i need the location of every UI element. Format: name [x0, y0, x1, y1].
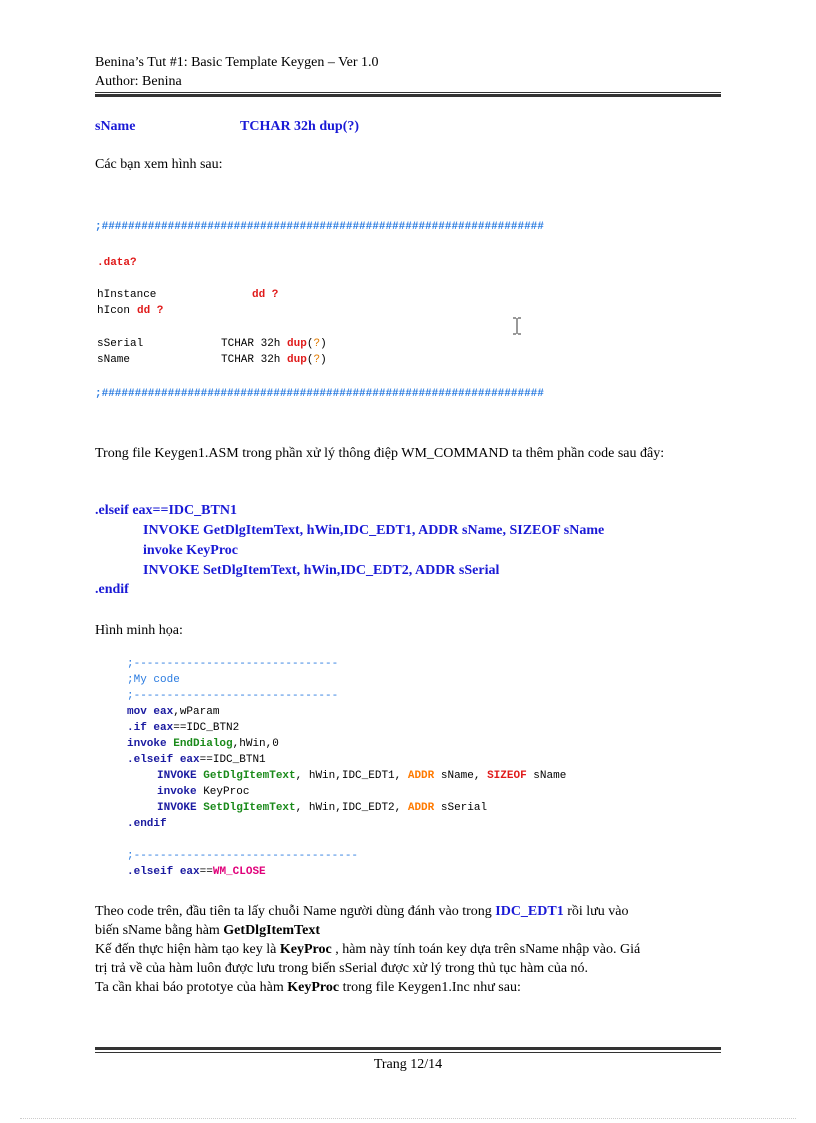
page-bottom-border [20, 1118, 796, 1119]
para3-text-b: , hàm này tính toán key dựa trên sName nhập vào. Giá [331, 942, 641, 957]
illustration-caption: Hình minh họa: [95, 623, 183, 638]
intro-paragraph: Trong file Keygen1.ASM trong phần xử lý thông điệp WM_COMMAND ta thêm phần code sau đây: [95, 446, 665, 461]
data-directive: .data? [97, 257, 137, 269]
code-elseif-line [127, 753, 266, 768]
hicon-type: dd ? [137, 305, 164, 317]
para4-text-a: Ta cần khai báo prototye của hàm [95, 980, 288, 995]
explanation-paragraph-1 [95, 903, 721, 921]
para3-text-a: Kế đến thực hiện hàm tạo key là [95, 942, 280, 957]
code-endif-line: .endif [127, 818, 167, 830]
mov-operand: ,wParam [173, 706, 220, 718]
footer-rule-thick [95, 1047, 721, 1050]
code-get-line [157, 769, 566, 784]
get-invoke: INVOKE [157, 770, 197, 782]
code-enddialog-line [127, 737, 279, 752]
explanation-paragraph-3 [95, 979, 521, 997]
para2-text-b: rồi lưu vào [563, 904, 629, 919]
data-section-figure [95, 220, 695, 405]
set-args-2: sSerial [434, 802, 488, 814]
idc-edt1-highlight: IDC_EDT1 [495, 904, 564, 919]
header-rule-thick [95, 94, 721, 97]
sserial-type [221, 337, 327, 352]
document-title: Benina’s Tut #1: Basic Template Keygen – Ver 1.0 [95, 55, 379, 70]
keyproc-invoke: invoke [157, 786, 197, 798]
sserial-name: sSerial [97, 338, 144, 350]
sserial-paren-close: ) [320, 338, 327, 350]
get-args-2: sName, [434, 770, 488, 782]
document-author: Author: Benina [95, 74, 182, 89]
code-separator-1: ;------------------------------- [127, 658, 339, 670]
sname-var-name: sName [97, 354, 131, 366]
elseif-register: eax [179, 754, 200, 766]
code-line-getdlgitemtext: INVOKE GetDlgItemText, hWin,IDC_EDT1, ADDR sName, SIZEOF sName [143, 523, 605, 538]
get-addr: ADDR [407, 770, 435, 782]
keyproc-name: KeyProc [196, 786, 250, 798]
code-line-endif: .endif [95, 582, 129, 597]
sserial-q: ? [313, 338, 321, 350]
header-rule-thin [95, 92, 721, 93]
close-message: WM_CLOSE [212, 866, 266, 878]
sserial-type-text: TCHAR 32h [221, 338, 281, 350]
code-line-keyproc: invoke KeyProc [143, 543, 239, 558]
para2-line2-text: biến sName bằng hàm [95, 923, 224, 938]
page-number: Trang 12/14 [373, 1057, 443, 1072]
set-function: SetDlgItemText [203, 802, 296, 814]
close-elseif: .elseif [127, 866, 174, 878]
sname-paren-close: ) [320, 354, 327, 366]
sname-type-text: TCHAR 32h [221, 354, 281, 366]
hinstance-name: hInstance [97, 289, 157, 301]
code-set-line [157, 801, 487, 816]
sname-q: ? [313, 354, 321, 366]
sname-label: sName [95, 119, 136, 134]
keyproc-ref: KeyProc [279, 942, 332, 957]
elseif-condition: ==IDC_BTN1 [199, 754, 266, 766]
footer-rule-thin [95, 1052, 721, 1053]
get-sizeof: SIZEOF [487, 770, 527, 782]
para2-text-a: Theo code trên, đầu tiên ta lấy chuỗi Name người dùng đánh vào trong [95, 904, 496, 919]
if-register: eax [153, 722, 174, 734]
code-mov-line [127, 705, 219, 720]
sname-dup: dup [287, 354, 307, 366]
code-if-line [127, 721, 239, 736]
explanation-paragraph-2-line2: trị trả về của hàm luôn được lưu trong biến sSerial được xử lý trong thủ tục hàm của nó. [95, 961, 589, 976]
elseif-keyword: .elseif [127, 754, 174, 766]
set-invoke: INVOKE [157, 802, 197, 814]
code-comment: ;My code [127, 674, 180, 686]
if-keyword: .if [127, 722, 147, 734]
get-args-3: sName [526, 770, 567, 782]
enddialog-args: ,hWin,0 [232, 738, 279, 750]
explanation-paragraph-1-line2 [95, 922, 320, 940]
get-function: GetDlgItemText [203, 770, 296, 782]
code-separator-2: ;------------------------------- [127, 690, 339, 702]
mov-register: eax [153, 706, 174, 718]
hash-separator-bottom: ;################################################################### [95, 388, 544, 400]
code-keyproc-line [157, 785, 249, 800]
get-args-1: , hWin,IDC_EDT1, [295, 770, 408, 782]
hicon-name: hIcon [97, 305, 131, 317]
see-figure-text: Các bạn xem hình sau: [95, 157, 223, 172]
set-args-1: , hWin,IDC_EDT2, [295, 802, 408, 814]
if-condition: ==IDC_BTN2 [173, 722, 240, 734]
close-register: eax [179, 866, 200, 878]
code-close-line [127, 865, 266, 880]
my-code-figure [127, 657, 687, 887]
getdlgitemtext-ref: GetDlgItemText [223, 923, 320, 938]
sserial-paren-open: ( [306, 338, 314, 350]
keyproc-ref-2: KeyProc [287, 980, 340, 995]
close-operator: == [199, 866, 213, 878]
text-cursor-icon [512, 317, 522, 335]
code-line-setdlgitemtext: INVOKE SetDlgItemText, hWin,IDC_EDT2, ADDR sSerial [143, 563, 500, 578]
sname-var-type [221, 353, 327, 368]
enddialog-function: EndDialog [173, 738, 233, 750]
set-addr: ADDR [407, 802, 435, 814]
sname-declaration: TCHAR 32h dup(?) [240, 119, 360, 134]
mov-keyword: mov [127, 706, 147, 718]
sname-paren-open: ( [306, 354, 314, 366]
code-separator-3: ;---------------------------------- [127, 850, 359, 862]
enddialog-invoke: invoke [127, 738, 167, 750]
hinstance-type: dd ? [252, 289, 279, 301]
explanation-paragraph-2 [95, 941, 721, 959]
para4-text-b: trong file Keygen1.Inc như sau: [339, 980, 521, 995]
code-line-elseif: .elseif eax==IDC_BTN1 [95, 503, 237, 518]
hash-separator-top: ;################################################################### [95, 221, 544, 233]
sserial-dup: dup [287, 338, 307, 350]
